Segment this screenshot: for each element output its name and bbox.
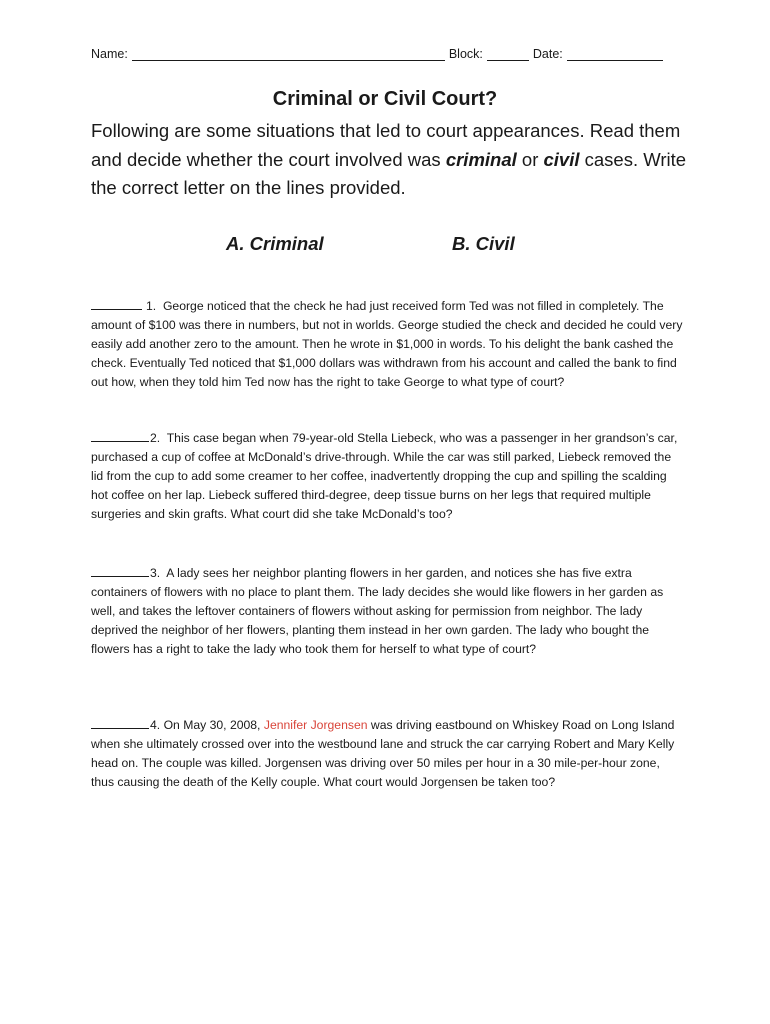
question-text-before: On May 30, 2008, (163, 718, 264, 732)
question-1 (91, 297, 683, 392)
choice-a-criminal: A. Criminal (226, 233, 324, 254)
question-text: A lady sees her neighbor planting flowers in her garden, and notices she has five extra containers of flowers with no place to plant them. The lady decides she would like flowers in her garden as well, and takes the leftover containers of flowers without asking for permission from neighbor. The lady deprived the neighbor of her flowers, planting them instead in her own garden. The lady who bought the flowers has a right to take the lady who took them for herself to what type of court? (91, 566, 664, 656)
instructions (91, 117, 691, 203)
question-2 (91, 429, 683, 524)
instructions-part-3: cases. Write the correct letter on the lines provided. (91, 148, 687, 198)
page-title: Criminal or Civil Court? (272, 88, 498, 110)
question-text: George noticed that the check he had just received form Ted was not filled in completely. The amount of $100 was there in numbers, but not in worlds. George studied the check and decided he could very easily add another zero to the amount. Then he wrote in $1,000 in words. To his delight the bank cashed the check. Eventually Ted noticed that $1,000 dollars was withdrawn from his account and called the bank to find out how, when they told him Ted now has the right to take George to what type of court? (91, 299, 683, 389)
name-label: Name: (91, 47, 128, 61)
question-number: 1. (146, 299, 157, 313)
date-field[interactable] (567, 47, 663, 61)
instructions-part-2: or (516, 148, 544, 170)
question-text-after: was driving eastbound on Whiskey Road on Long Island when she ultimately crossed over into the westbound lane and struck the car carrying Robert and Mary Kelly head on. The couple was killed. Jorgensen was driving over 50 miles per hour in a 30 mile-per-hour zone, thus causing the death of the Kelly couple. What court would Jorgensen be taken too? (91, 718, 675, 789)
block-label: Block: (448, 47, 483, 61)
choice-b-civil: B. Civil (452, 233, 515, 254)
question-3 (91, 564, 683, 659)
answer-blank-4[interactable] (91, 717, 149, 729)
answer-blank-2[interactable] (91, 430, 149, 442)
question-number: 4. (150, 718, 161, 732)
instructions-part-1: Following are some situations that led to court appearances. Read them and decide whether the court involved was (91, 120, 681, 170)
question-4 (91, 716, 683, 792)
answer-blank-3[interactable] (91, 565, 149, 577)
name-field[interactable] (132, 47, 445, 61)
answer-blank-1[interactable] (91, 298, 142, 310)
date-label: Date: (532, 47, 563, 61)
question-number: 2. (150, 431, 161, 445)
highlighted-name: Jennifer Jorgensen (263, 718, 368, 732)
question-text: This case began when 79-year-old Stella Liebeck, who was a passenger in her grandson’s car, purchased a cup of coffee at McDonald’s drive-through. While the car was still parked, Liebeck removed the lid from the cup to add some creamer to her coffee, inadvertently dropping the cup and spilling the scalding hot coffee on her lap. Liebeck suffered third-degree, deep tissue burns on her legs that required multiple surgeries and skin grafts. What court did she take McDonald’s too? (91, 431, 678, 521)
criminal-emphasis: criminal (445, 148, 517, 170)
block-field[interactable] (487, 47, 529, 61)
student-info-header (91, 47, 681, 61)
civil-emphasis: civil (543, 148, 580, 170)
question-number: 3. (150, 566, 161, 580)
